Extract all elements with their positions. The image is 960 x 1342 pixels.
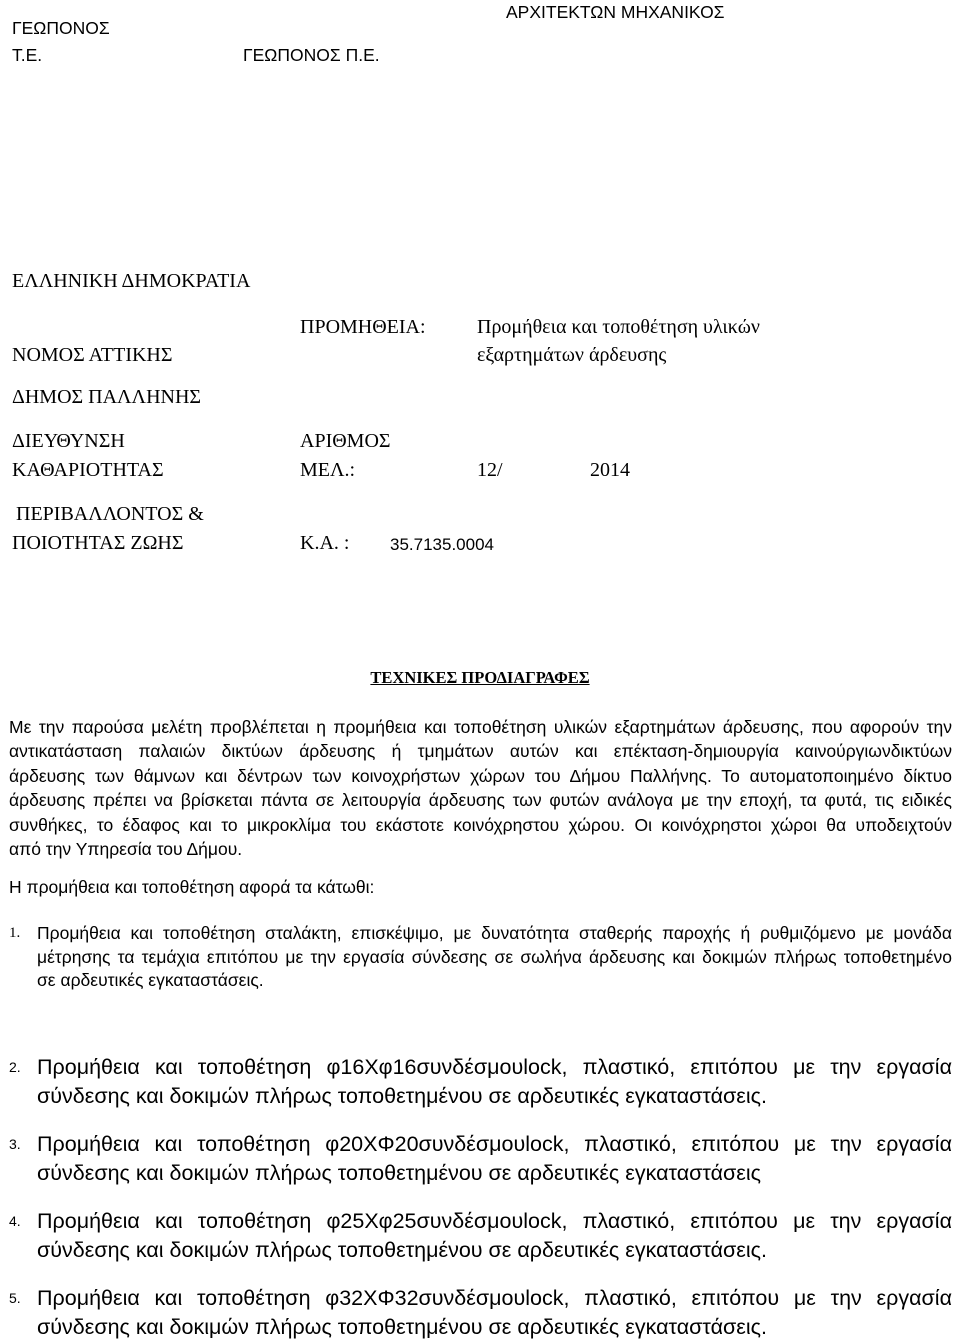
item-line: σύνδεσης και δοκιμών πλήρως τοποθετημένου σε αρδευτικές εγκαταστάσεις.	[37, 1084, 767, 1108]
list-item	[37, 1284, 952, 1342]
item-line: Προμήθεια και τοποθέτηση φ25Χφ25συνδέσμουlock, πλαστικό, επιτόπου με την εργασία	[37, 1209, 952, 1233]
intro-line: άρδευσης πρέπει να βρίσκεται πάντα σε λειτουργία άρδευσης των φυτών ανάλογα με την εποχή, τα φυτά, τις ειδικές	[9, 790, 952, 811]
document-title	[0, 667, 960, 689]
header-republic: ΕΛΛΗΝΙΚΗ ΔΗΜΟΚΡΑΤΙΑ	[12, 270, 251, 292]
intro-line: από την Υπηρεσία του Δήμου.	[9, 839, 243, 860]
intro-line: Με την παρούσα μελέτη προβλέπεται η προμήθεια και τοποθέτηση υλικών εξαρτημάτων άρδευσης, που αφορούν την	[9, 717, 952, 737]
item-number: 2.	[9, 1059, 21, 1075]
intro-line: αντικατάσταση παλαιών δικτύων άρδευσης ή τμημάτων αυτών και επέκταση-δημιουργία καινούργιωνδικτύων	[9, 741, 952, 762]
item-number: 1.	[9, 925, 21, 941]
header-procurement-line2: εξαρτημάτων άρδευσης	[477, 344, 667, 366]
header-budget-code: 35.7135.0004	[390, 535, 494, 554]
item-line: Προμήθεια και τοποθέτηση φ20ΧΦ20συνδέσμουlock, πλαστικό, επιτόπου με την εργασία	[37, 1132, 952, 1156]
item-line: μέτρησης τα τεμάχια επιτόπου με την εργασία σύνδεσης σε σωλήνα άρδευσης και δοκιμών πλήρως τοποθετημένο	[37, 946, 952, 967]
document-title-text: ΤΕΧΝΙΚΕΣ ΠΡΟΔΙΑΓΡΑΦΕΣ	[370, 668, 590, 687]
item-number: 5.	[9, 1290, 21, 1306]
item-line: Προμήθεια και τοποθέτηση σταλάκτη, επισκέψιμο, με δυνατότητα σταθερής παροχής ή ρυθμιζόμενο με μονάδα	[37, 923, 952, 943]
header-municipality: ΔΗΜΟΣ ΠΑΛΛΗΝΗΣ	[12, 386, 202, 408]
header-directorate-line4: ΠΟΙΟΤΗΤΑΣ ΖΩΗΣ	[12, 532, 184, 554]
header-prefecture: ΝΟΜΟΣ ΑΤΤΙΚΗΣ	[12, 344, 173, 366]
header-study-number: 12/	[477, 459, 503, 481]
list-item	[37, 922, 952, 993]
header-budget-code-label: Κ.Α. :	[300, 532, 350, 554]
header-directorate-line1: ΔΙΕΥΘΥΝΣΗ	[12, 430, 125, 452]
item-line: σύνδεσης και δοκιμών πλήρως τοποθετημένου σε αρδευτικές εγκαταστάσεις	[37, 1161, 762, 1185]
intro-line: άρδευσης των θάμνων και δέντρων των κοινοχρήστων χώρων του Δήμου Παλλήνης. Το αυτοματοποιημένο δίκτυο	[9, 765, 952, 786]
list-item	[37, 1130, 952, 1188]
list-item	[37, 1207, 952, 1265]
signatory-agronomist-te-line2: Τ.Ε.	[12, 45, 43, 65]
signatory-agronomist-te-line1: ΓΕΩΠΟΝΟΣ	[12, 18, 110, 38]
scope-line: Η προμήθεια και τοποθέτηση αφορά τα κάτωθι:	[9, 877, 375, 897]
item-number: 4.	[9, 1213, 21, 1229]
header-procurement-line1: Προμήθεια και τοποθέτηση υλικών	[477, 316, 760, 338]
header-study-number-label-line2: ΜΕΛ.:	[300, 459, 356, 481]
signatory-architect: ΑΡΧΙΤΕΚΤΩΝ ΜΗΧΑΝΙΚΟΣ	[506, 2, 725, 22]
intro-line: συνθήκες, το έδαφος και το μικροκλίμα του εκάστοτε κοινόχρηστου χώρου. Οι κοινόχρηστοι χώροι θα υποδειχτούν	[9, 814, 952, 835]
list-item	[37, 1053, 952, 1111]
header-procurement-label: ΠΡΟΜΗΘΕΙΑ:	[300, 316, 426, 338]
header-directorate-line3: ΠΕΡΙΒΑΛΛΟΝΤΟΣ &	[16, 503, 204, 525]
item-number: 3.	[9, 1136, 21, 1152]
item-line: σύνδεσης και δοκιμών πλήρως τοποθετημένου σε αρδευτικές εγκαταστάσεις.	[37, 1315, 767, 1339]
item-line: Προμήθεια και τοποθέτηση φ16Χφ16συνδέσμουlock, πλαστικό, επιτόπου με την εργασία	[37, 1055, 952, 1079]
intro-paragraph	[9, 715, 952, 861]
header-study-number-label-line1: ΑΡΙΘΜΟΣ	[300, 430, 391, 452]
header-directorate-line2: ΚΑΘΑΡΙΟΤΗΤΑΣ	[12, 459, 164, 481]
item-line: Προμήθεια και τοποθέτηση φ32ΧΦ32συνδέσμουlock, πλαστικό, επιτόπου με την εργασία	[37, 1286, 952, 1310]
signatory-agronomist-pe: ΓΕΩΠΟΝΟΣ Π.Ε.	[243, 45, 380, 65]
item-line: σύνδεσης και δοκιμών πλήρως τοποθετημένου σε αρδευτικές εγκαταστάσεις.	[37, 1238, 767, 1262]
item-line: σε αρδευτικές εγκαταστάσεις.	[37, 970, 264, 990]
header-year: 2014	[590, 459, 630, 481]
